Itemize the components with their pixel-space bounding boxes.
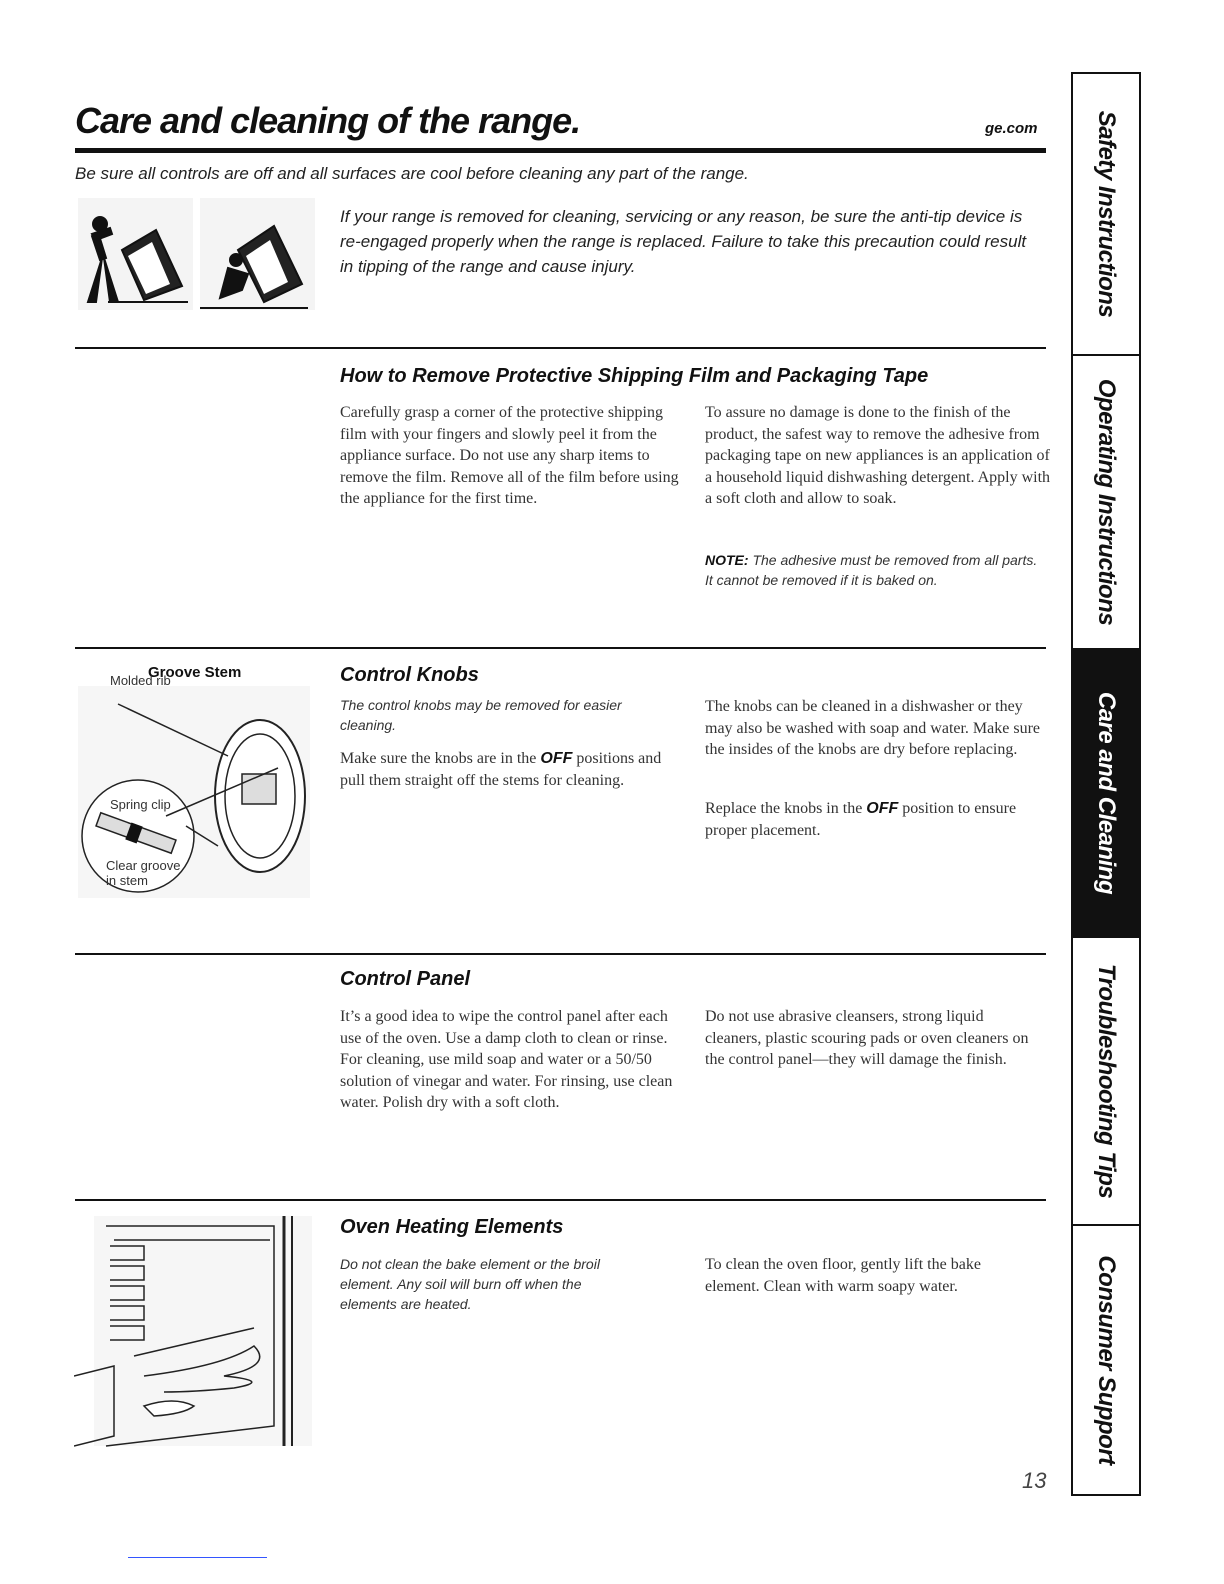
- site-url: ge.com: [985, 120, 1038, 137]
- tab-consumer-support[interactable]: [1073, 1226, 1139, 1494]
- control-knobs-intro: The control knobs may be removed for easier cleaning.: [340, 697, 622, 733]
- figure-title: Groove Stem: [148, 664, 242, 681]
- control-panel-heading: Control Panel: [340, 968, 471, 990]
- tab-operating-instructions[interactable]: [1073, 356, 1139, 650]
- shipping-film-heading: How to Remove Protective Shipping Film and Packaging Tape: [340, 365, 929, 387]
- tab-safety-instructions[interactable]: [1073, 74, 1139, 356]
- tab-troubleshooting-tips[interactable]: [1073, 938, 1139, 1226]
- note-label: NOTE:: [705, 552, 749, 568]
- intro-text: Be sure all controls are off and all surfaces are cool before cleaning any part of the range.: [75, 164, 749, 183]
- molded-rib-label: Molded rib: [110, 673, 171, 688]
- oven-illustration: [74, 1216, 314, 1448]
- tab-label: Care and Cleaning: [1093, 691, 1120, 895]
- tab-label: Troubleshooting Tips: [1093, 963, 1120, 1199]
- shipping-film-right-text: To assure no damage is done to the finish of the product, the safest way to remove the adhesive from packaging tape on new appliances is an application of a household liquid dishwashing detergent. Apply with a soft cloth and allow to soak.: [705, 404, 1051, 507]
- tab-label: Consumer Support: [1093, 1255, 1120, 1465]
- section-divider: [75, 1199, 1046, 1201]
- clear-groove-label: Clear groove: [106, 858, 181, 873]
- anti-tip-illustration: [78, 198, 323, 313]
- oven-elements-right-text: To clean the oven floor, gently lift the bake element. Clean with warm soapy water.: [705, 1256, 981, 1295]
- anti-tip-warning: If your range is removed for cleaning, servicing or any reason, be sure the anti-tip device is re-engaged properly when the range is replaced. Failure to take this precaution could result in tipping of the range and cause injury.: [340, 207, 1027, 276]
- tab-label: Safety Instructions: [1093, 110, 1120, 318]
- tab-care-and-cleaning[interactable]: [1073, 650, 1139, 938]
- control-panel-left-text: It’s a good idea to wipe the control panel after each use of the oven. Use a damp cloth to clean or rinse. For cleaning, use mild soap and water or a 50/50 solution of vinegar and water. For rinsing, use clean water. Polish dry with a soft cloth.: [340, 1008, 673, 1111]
- oven-elements-left-text: Do not clean the bake element or the broil element. Any soil will burn off when the elements are heated.: [340, 1256, 600, 1312]
- control-knobs-right-text: The knobs can be cleaned in a dishwasher or they may also be washed with soap and water. Make sure the insides of the knobs are dry before replacing.: [705, 698, 1041, 758]
- control-knobs-left-text: Make sure the knobs are in the OFF positions and pull them straight off the stems for cleaning.: [340, 750, 662, 789]
- footer-line: [128, 1557, 267, 1558]
- section-tabs: [1071, 72, 1141, 1496]
- spring-clip-label: Spring clip: [110, 797, 171, 812]
- control-panel-right-text: Do not use abrasive cleansers, strong liquid cleaners, plastic scouring pads or oven cleaners on the control panel—they will damage the finish.: [705, 1008, 1029, 1068]
- section-divider: [75, 347, 1046, 349]
- section-divider: [75, 647, 1046, 649]
- shipping-film-left-text: Carefully grasp a corner of the protective shipping film with your fingers and slowly peel it from the appliance surface. Do not use any sharp items to remove the film. Remove all of the film before using the appliance for the first time.: [340, 404, 679, 507]
- page-number: 13: [1022, 1468, 1047, 1493]
- in-stem-label: in stem: [106, 873, 148, 888]
- section-divider: [75, 953, 1046, 955]
- oven-elements-heading: Oven Heating Elements: [340, 1216, 564, 1238]
- shipping-film-note: [705, 550, 1045, 590]
- control-knobs-replace-text: Replace the knobs in the OFF position to ensure proper placement.: [705, 800, 1017, 839]
- control-knobs-heading: Control Knobs: [340, 664, 479, 686]
- page-title: Care and cleaning of the range.: [75, 100, 581, 141]
- tab-label: Operating Instructions: [1093, 378, 1120, 626]
- title-rule: [75, 148, 1046, 153]
- note-text: The adhesive must be removed from all parts. It cannot be removed if it is baked on.: [705, 552, 1038, 588]
